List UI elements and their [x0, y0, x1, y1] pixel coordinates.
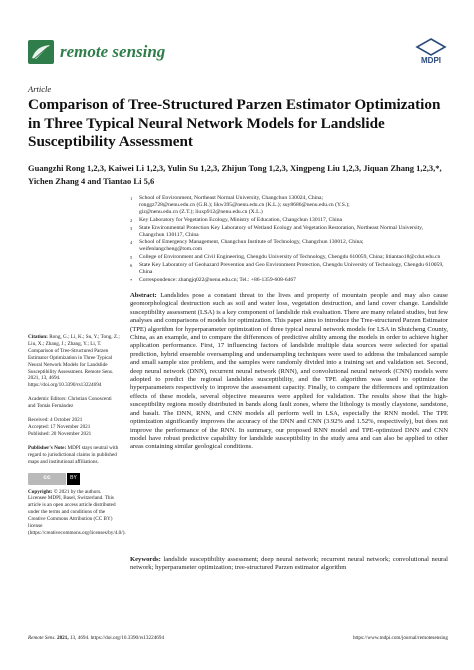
affiliation-number: 5 — [130, 255, 133, 261]
affiliation-number: 3 — [130, 225, 133, 231]
journal-header — [28, 36, 448, 72]
footer-journal-url[interactable]: https://www.mdpi.com/journal/remotesensing — [352, 635, 448, 641]
keywords-label: Keywords: — [130, 556, 161, 563]
publisher-note-label: Publisher's Note: — [28, 444, 67, 451]
cc-by-icon: BY — [67, 473, 80, 485]
footer-citation[interactable] — [28, 635, 164, 641]
affiliation-email[interactable]: weifenlangcheng@tom.com — [139, 246, 203, 253]
affiliation-item — [130, 262, 448, 276]
affiliation-text: State Key Laboratory of Geohazard Prevention and Geo Environment Protection, Chengdu University of Technology, Chengdu 610059, China — [139, 261, 444, 275]
page-footer — [28, 635, 448, 645]
received-date: Received: 4 October 2021 — [28, 417, 83, 424]
affiliation-text: Key Laboratory for Vegetation Ecology, Ministry of Education, Changchun 130117, China — [139, 216, 342, 223]
author-list — [28, 162, 448, 187]
dates-block — [28, 417, 120, 438]
publisher-name: MDPI — [421, 56, 441, 65]
academic-editors: Academic Editors: Christian Conoscenti and Tomás Fernández — [28, 396, 112, 410]
citation-text[interactable]: Rong, G.; Li, K.; Su, Y.; Tong, Z.; Liu, X.; Zhang, J.; Zhang, Y.; Li, T. Comparison of Tree-Structured Parzen Estimator Optimization in Three Typical Neural Network Models for Landslide Susceptibility Assessment. Remote Sens. 2021, 13, 4694. https://doi.org/10.3390/rs13224694 — [28, 334, 120, 389]
cc-icon: cc — [28, 473, 66, 485]
article-sidebar — [28, 334, 126, 544]
affiliation-item — [130, 239, 448, 253]
paper-title: Comparison of Tree-Structured Parzen Estimator Optimization in Three Typical Neural Network Models for Landslide Susceptibility Assessment — [28, 96, 441, 150]
copyright-block — [28, 488, 126, 537]
correspondence — [130, 277, 448, 284]
abstract-text: Landslides pose a constant threat to the lives and property of mountain people and may also cause geomorphological destruction such as soil and water loss, vegetation destruction, and land cover change. Landslide susceptibility assessment (LSA) is a key component of landslide risk evaluation. There are many related studies, but few analyses and comparisons of models for optimization. This paper aims to introduce the Tree-structured Parzen Estimator (TPE) algorithm for hyperparameter optimization of three typical neural network models for LSA in Shuicheng County, China, as an example, and to compare the differences of predictive ability among the models in order to achieve higher application performance. First, 17 influencing factors of landslide multiple data sources were selected for spatial prediction, hybrid ensemble oversampling and undersampling techniques were used to address the imbalanced sample and small sample size problem, and the samples were randomly divided into a training set and validation set. Second, deep neural network (DNN), recurrent neural network (RNN), and convolutional neural network (CNN) models were adopted to predict the regional landslides susceptibility, and the TPE algorithm was used to optimize the hyperparameters respectively to improve the assessment capacity. Finally, to compare the differences and optimization effects of these models, several objective measures were applied for validation. The results show that the high-susceptibility regions mostly distributed in bands along fault zones, where the lithology is mostly claystone, sandstone, and basalt. The DNN, RNN, and CNN models all perform well in LSA, especially the RNN model. The TPE optimization significantly improves the accuracy of the DNN and CNN (3.92% and 1.52%, respectively), but does not improve the performance of the RNN. In summary, our proposed RNN model and TPE-optimized DNN and CNN model have robust predictive capability for landslide susceptibility in the study area and can also be applied to other areas containing similar geological conditions. — [130, 292, 448, 451]
affiliation-item — [130, 195, 448, 216]
copyright-label: Copyright: — [28, 488, 53, 495]
affiliation-text: School of Emergency Management, Changchun Institute of Technology, Changchun 130012, China; — [139, 239, 364, 246]
keywords — [130, 556, 448, 573]
affiliation-item — [130, 225, 448, 239]
journal-logo-icon — [28, 40, 54, 64]
affiliation-text: State Environmental Protection Key Laboratory of Wetland Ecology and Vegetation Restoration, Northeast Normal University, Changchun 130117, China — [139, 224, 424, 238]
affiliation-number: 6 — [130, 262, 133, 268]
publisher-note — [28, 445, 120, 466]
citation-block — [28, 334, 120, 389]
affiliation-email[interactable]: ronggz728@nenu.edu.cn (G.R.); likw395@nenu.edu.cn (K.L.); suy8686@nenu.edu.cn (Y.S.); — [139, 202, 350, 209]
affiliation-number: 2 — [130, 217, 133, 223]
mdpi-logo-icon — [414, 38, 448, 56]
published-date: Published: 20 November 2021 — [28, 430, 92, 437]
footer-journal: Remote Sens. — [28, 635, 56, 641]
citation-label: Citation: — [28, 334, 48, 340]
affiliation-item — [130, 254, 448, 261]
affiliation-number: 4 — [130, 240, 133, 246]
correspondence-text[interactable]: Correspondence: zhangjq022@nenu.edu.cn; Tel.: +86-1359-608-6467 — [139, 276, 296, 283]
correspondence-marker: * — [130, 277, 133, 283]
keywords-text: landslide susceptibility assessment; deep neural network; recurrent neural network; convolutional neural network; hyperparameter optimization; tree-structured Parzen estimator algorithm — [130, 556, 448, 572]
affiliation-text: School of Environment, Northeast Normal University, Changchun 130024, China; — [139, 195, 324, 201]
copyright-text: © 2021 by the authors. Licensee MDPI, Basel, Switzerland. This article is an open access article distributed under the terms and conditions of the Creative Commons Attribution (CC BY) license (https://creativecommons.org/licenses/by/4.0/). — [28, 488, 126, 536]
author-line-1[interactable]: Guangzhi Rong 1,2,3, Kaiwei Li 1,2,3, Yulin Su 1,2,3, Zhijun Tong 1,2,3, Xingpeng Liu 1,2,3, Jiquan Zhang 1,2,3,*, — [28, 163, 442, 173]
journal-name[interactable]: remote sensing — [60, 42, 166, 61]
mdpi-logo[interactable] — [414, 38, 448, 68]
publisher-note-text: MDPI stays neutral with regard to jurisdictional claims in published maps and institutional affiliations. — [28, 444, 119, 465]
affiliations — [130, 195, 448, 284]
abstract — [130, 292, 448, 452]
affiliation-number: 1 — [130, 196, 133, 201]
author-line-2[interactable]: Yichen Zhang 4 and Tiantao Li 5,6 — [28, 175, 155, 186]
article-type-label: Article — [28, 84, 52, 94]
affiliation-email[interactable]: giz@nenu.edu.cn (Z.T.); liuxp912@nenu.edu.cn (X.L.) — [139, 209, 263, 216]
footer-year: 2021, — [56, 635, 69, 641]
abstract-label: Abstract: — [130, 292, 157, 299]
cc-license-badge[interactable] — [28, 473, 120, 485]
footer-volume: 13, 4694. https://doi.org/10.3390/rs13224694 — [69, 635, 165, 641]
accepted-date: Accepted: 17 November 2021 — [28, 423, 91, 430]
affiliation-text: College of Environment and Civil Engineering, Chengdu University of Technology, Chengdu 610059, China; litiantao18@cdut.edu.cn — [139, 254, 441, 261]
affiliation-item — [130, 217, 448, 224]
